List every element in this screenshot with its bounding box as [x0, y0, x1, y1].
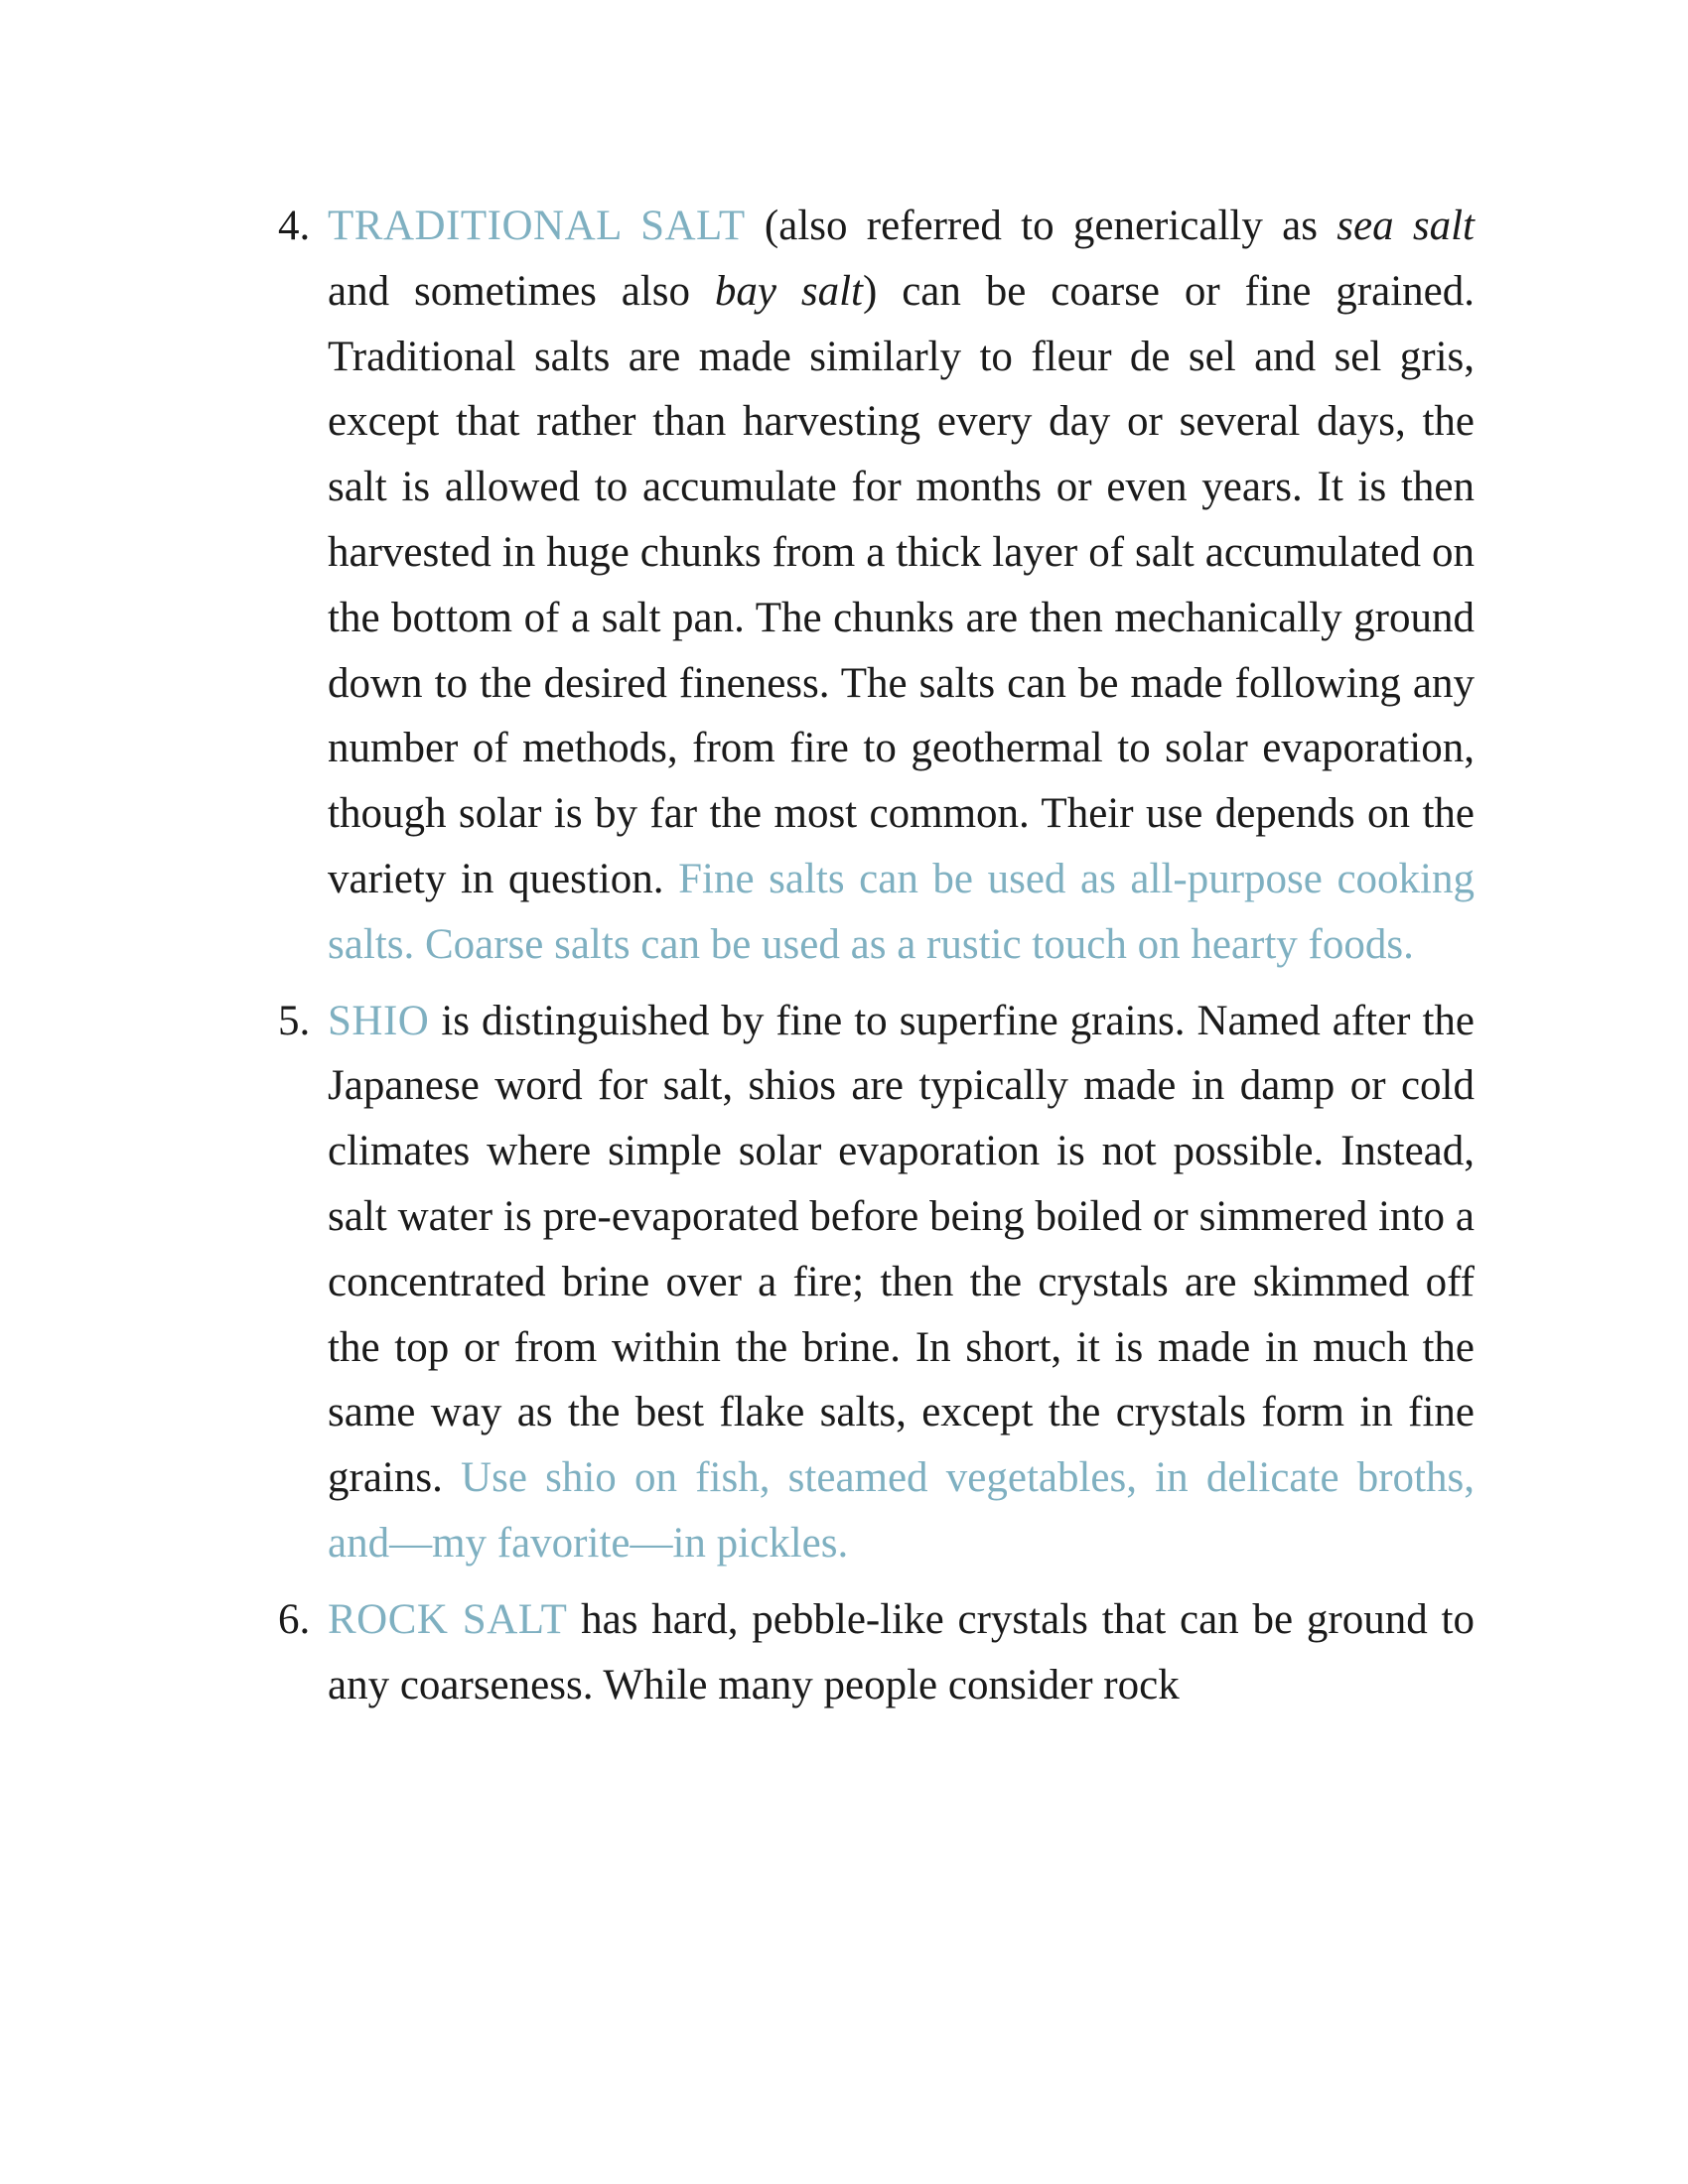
item-number: 4. [278, 203, 311, 249]
item-text: is distinguished by fine to superfine grains. Named after the Japanese word for salt, shios are typically made in damp or cold climates where simple solar evaporation is not possible. Instead, salt water is pre-evaporated before being boiled or simmered into a concentrated brine over a fire; then the crystals are skimmed off the top or from within the brine. In short, it is made in much the same way as the best flake salts, except the crystals form in fine grains. [328, 997, 1475, 1502]
item-usage-tip: Fine salts can be used as all-purpose cooking salts. Coarse salts can be used as a rustic touch on hearty foods. [328, 855, 1475, 968]
list-item-shio [278, 989, 1475, 1576]
item-text: (also referred to generically as [745, 203, 1337, 249]
salt-types-list [278, 194, 1475, 1728]
item-heading: SHIO [328, 997, 430, 1044]
item-italic-term: bay salt [714, 267, 863, 315]
item-number: 5. [278, 997, 311, 1044]
item-text: and sometimes also [328, 267, 715, 315]
list-item-traditional-salt [278, 194, 1475, 978]
item-heading: ROCK SALT [328, 1595, 568, 1643]
list-item-rock-salt [278, 1587, 1475, 1718]
item-number: 6. [278, 1595, 311, 1643]
item-italic-term: sea salt [1336, 203, 1476, 249]
item-usage-tip: Use shio on fish, steamed vegetables, in delicate broths, and—my favorite—in pickles. [328, 1454, 1475, 1567]
item-text: ) can be coarse or fine grained. Traditional salts are made similarly to fleur de sel and sel gris, except that rather than harvesting every day or several days, the salt is allowed to accumulate for months or even years. It is then harvested in huge chunks from a thick layer of salt accumulated on the bottom of a salt pan. The chunks are then mechanically ground down to the desired fineness. The salts can be made following any number of methods, from fire to geothermal to solar evaporation, though solar is by far the most common. Their use depends on the variety in question. [328, 267, 1475, 902]
item-heading: TRADITIONAL SALT [328, 203, 746, 249]
item-text: has hard, pebble-like crystals that can be ground to any coarseness. While many people consider rock [328, 1595, 1475, 1708]
